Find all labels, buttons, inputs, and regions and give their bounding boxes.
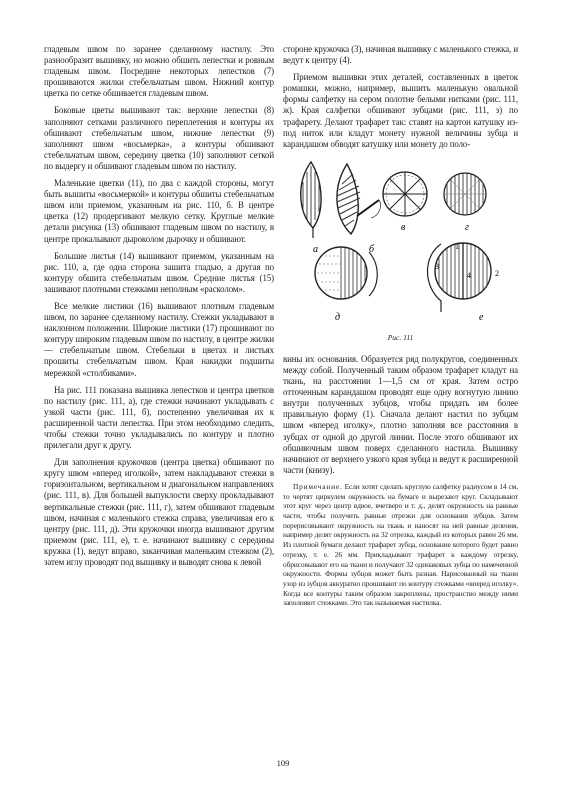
left-column xyxy=(44,44,274,574)
note-label: Примечание. xyxy=(293,481,343,491)
paragraph: Все мелкие листики (16) вышивают плотным гладевым швом, по заранее сделанному настилу. Стежки укладывают в наклонном положении. Широкие листики (17) прошивают по контуру широким гладевым швом по настилу, в центре жилки — стебельчатым швом. Стебельки в цветах и листьях прошиты стебельчатым швом. Края накидки подшиты мережкой «столбиками». xyxy=(44,300,274,378)
stitch-number-4: 4 xyxy=(467,270,471,280)
paragraph: вины их основания. Образуется ряд полукругов, соединенных между собой. Полученный таким образом трафарет кладут на ткань, на расстоянии 1—1,5 см от края. Затем остро отточенным карандашом проводят еще одну вогнутую линию внутри полученных зубцов, чтобы придать им более правильную форму (1). Сначала делают настил по зубцам швом «вперед иголку», плотно заполняя все расстояния в зубцах от одной до другой линии. После этого обшивают их обшивочным швом поверх сделанного настила. Вышивку начинают от верхнего узкого края зубца и ведут к расширенной части (книзу). xyxy=(283,353,518,475)
paragraph: Маленькие цветки (11), по два с каждой стороны, могут быть вышиты «восьмеркой» и контуры обшиты стебельчатым швом или приемом, указанным на рис. 110, б. В центре цветка (12) продергивают мелкую сетку. Круглые мелкие детали рисунка (13) обшивают гладевым швом по настилу, в центре прокалывают дыроколом дырочку и обшивают. xyxy=(44,178,274,244)
paragraph: Для заполнения кружочков (центра цветка) обшивают по кругу швом «вперед иголкой», затем накладывают стежки в горизонтальном, вертикальном и диагональном направлениях (рис. 111, в). Для большей выпуклости сверху прокладывают вертикальные стежки (рис. 111, г), затем обшивают гладевым швом, начиная с маленького стежка справа, увеличивая его к центру (рис. 111, д). Эти кружочки иногда вышивают другим приемом (рис. 111, е), т. е. начинают вышивку с середины кружка (1), ведут вправо, заканчивая маленьким стежком (2), затем иглу проводят под вышивку и выводят снова к левой xyxy=(44,457,274,568)
embroidery-illustration xyxy=(283,156,518,331)
stitch-number-2: 2 xyxy=(495,268,499,278)
paragraph: На рис. 111 показана вышивка лепестков и центра цветков по настилу (рис. 111, а), где стежки начинают укладывать с узкой части (рис. 111, б), постепенно увеличивая их к расширенной части лепестка. При этом необходимо следить, чтобы стежки точно укладывались по контуру и плотно прилегали друг к другу. xyxy=(44,384,274,451)
paragraph: Приемом вышивки этих деталей, составленных в цветок ромашки, можно, например, вышить маленькую овальной формы салфетку на сером полотне белыми нитками (рис. 111, ж). Края салфетки обшивают зубцами (рис. 111, з) по трафарету. Делают трафарет так: ставят на картон катушку из-под ниток или кладут монету нужной величины зубца и карандашом обводят катушку или монету до поло- xyxy=(283,72,518,149)
figure-label-g: г xyxy=(465,221,469,233)
vertical-stitch-circle-drawing xyxy=(444,172,486,216)
numbered-circle-drawing xyxy=(428,242,492,312)
figure-caption: Рис. 111 xyxy=(387,332,414,342)
right-column xyxy=(283,44,518,614)
note-block xyxy=(283,482,518,608)
note-text: Если хотят сделать круглую салфетку радиусом в 14 см, то чертят циркулем окружность на бумаге и вырезают круг. Складывают этот круг через центр вдвое, вчетверо и т. д., делят окружность на равные части, чтобы получить равные отрезки для основания зубцов. Затем перерисовывают окружность на ткань и наносят на ней равные деления, например делят окружность на 32 отрезка, каждый из которых равен 26 мм. Из плотной бумаги делают трафарет зубца, основание которого будет равно отрезку, т. е. 26 мм. Прикладывают трафарет к каждому отрезку, обрисовывают его на ткани и получают 32 одинаковых зубца по намеченной окружности. Формы зубцов может быть разная. Нарисованный на ткани узор из зубцов аккуратно прошивают по контуру стежками «вперед иголку». Когда все контуры таким образом закреплены, пространство между ними заполняют стежками. Это так называемая настилка. xyxy=(283,481,518,608)
figure-label-v: в xyxy=(401,221,406,233)
leaf-stitching-drawing xyxy=(337,164,381,234)
leaf-padding-drawing xyxy=(301,162,321,238)
figure-label-e: е xyxy=(479,311,484,323)
radial-circle-drawing xyxy=(383,172,427,216)
paragraph: Боковые цветы вышивают так: верхние лепестки (8) заполняют сетками различного переплетения и контуры их обшивают стебельчатым швом, нижние лепестки (9) заполняют швом «восьмерка», а контуры обшивают стебельчатым швом, середину цветка (10) заполняют сеткой по выдергу и обшивают гладевым швом по настилу. xyxy=(44,105,274,171)
stitch-number-3: 3 xyxy=(435,261,439,271)
paragraph: гладевым швом по заранее сделанному настилу. Это разнообразит вышивку, но можно обшить лепестки и ровным гладевым швом. Посредине некоторых лепестков (7) прошиваются жилки стебельчатым швом. Нижний контур цветка по сетке обшивается гладевым швом. xyxy=(44,44,274,99)
figure-label-d: д xyxy=(335,311,341,323)
figure-111 xyxy=(283,156,518,346)
paragraph: Большие листья (14) вышивают приемом, указанным на рис. 110, а, где одна сторона зашита гладью, а другая по контуру обшита стебельчатым швом. Средние листья (15) зашивают плотными стежками неполным «расколом». xyxy=(44,250,274,294)
figure-label-a: а xyxy=(313,243,318,255)
satin-circle-drawing xyxy=(315,247,377,299)
page-number: 109 xyxy=(276,758,290,768)
paragraph: стороне кружочка (3), начиная вышивку с маленького стежка, и ведут к центру (4). xyxy=(283,44,518,66)
stitch-number-1: 1 xyxy=(455,241,459,251)
figure-label-b: б xyxy=(369,243,375,255)
